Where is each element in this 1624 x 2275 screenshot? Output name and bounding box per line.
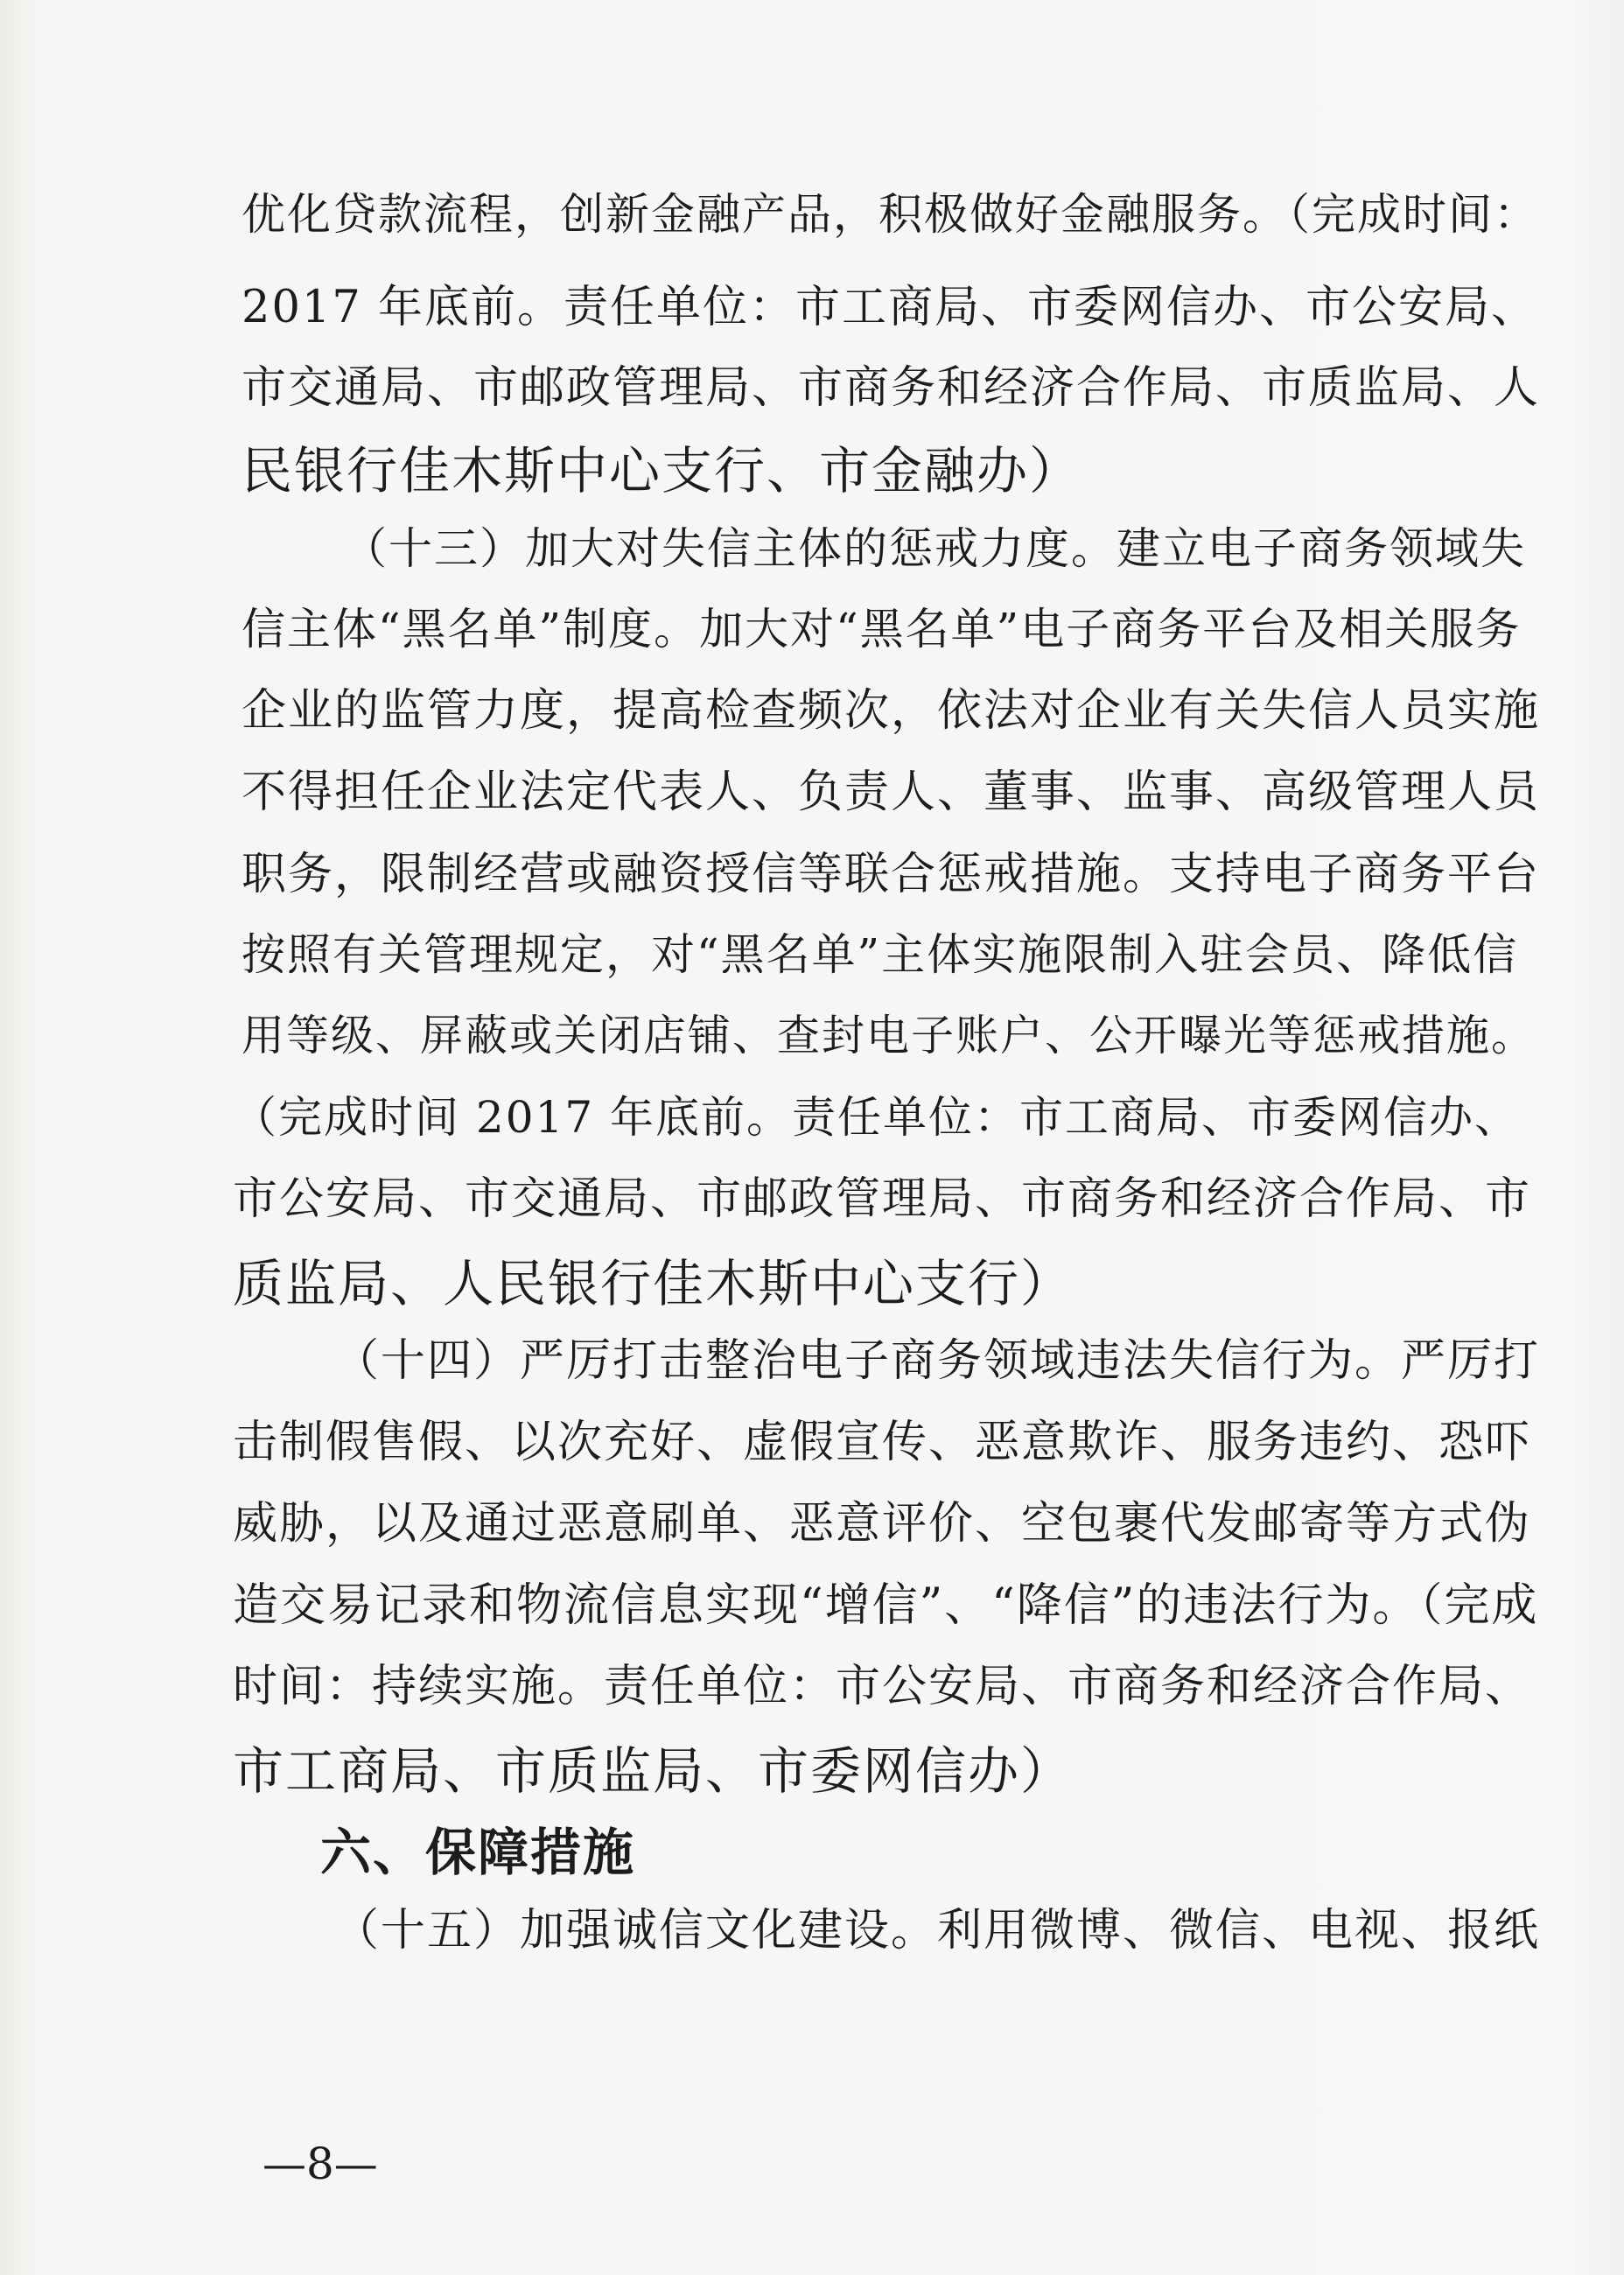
text-line: 威胁，以及通过恶意刷单、恶意评价、空包裹代发邮寄等方式伪 (233, 1498, 1532, 1550)
text-line: （十三）加大对失信主体的惩戒力度。建立电子商务领域失 (343, 523, 1526, 574)
text-line: （完成时间 2017 年底前。责任单位：市工商局、市委网信办、 (233, 1092, 1521, 1143)
text-line: （十五）加强诚信文化建设。利用微博、微信、电视、报纸 (334, 1905, 1541, 1956)
text-line: 时间：持续实施。责任单位：市公安局、市商务和经济合作局、 (233, 1661, 1532, 1712)
text-line: （十四）严厉打击整治电子商务领域违法失信行为。严厉打 (334, 1335, 1541, 1387)
text-line: 职务，限制经营或融资授信等联合惩戒措施。支持电子商务平台 (242, 849, 1541, 900)
text-line: 击制假售假、以次充好、虚假宣传、恶意欺诈、服务违约、恐吓 (233, 1417, 1532, 1468)
text-line: 2017 年底前。责任单位：市工商局、市委网信办、市公安局、 (242, 282, 1538, 333)
page-number: —8— (262, 2138, 378, 2189)
text-line: 市公安局、市交通局、市邮政管理局、市商务和经济合作局、市 (233, 1173, 1532, 1225)
text-line: 造交易记录和物流信息实现“增信”、“降信”的违法行为。（完成 (233, 1579, 1539, 1632)
text-line: 市工商局、市质监局、市委网信办） (233, 1741, 1074, 1801)
text-line: 按照有关管理规定，对“黑名单”主体实施限制入驻会员、降低信 (242, 929, 1519, 980)
section-heading: 六、保障措施 (320, 1823, 636, 1882)
text-line: 民银行佳木斯中心支行、市金融办） (242, 441, 1082, 500)
text-line: 用等级、屏蔽或关闭店铺、查封电子账户、公开曝光等惩戒措施。 (242, 1011, 1536, 1060)
text-line: 信主体“黑名单”制度。加大对“黑名单”电子商务平台及相关服务 (242, 604, 1522, 654)
text-line: 不得担任企业法定代表人、负责人、董事、监事、高级管理人员 (242, 766, 1541, 818)
text-line: 市交通局、市邮政管理局、市商务和经济合作局、市质监局、人 (242, 362, 1541, 414)
text-line: 优化贷款流程，创新金融产品，积极做好金融服务。（完成时间： (242, 189, 1539, 240)
text-line: 质监局、人民银行佳木斯中心支行） (233, 1254, 1074, 1313)
text-line: 企业的监管力度，提高检查频次，依法对企业有关失信人员实施 (242, 685, 1541, 737)
